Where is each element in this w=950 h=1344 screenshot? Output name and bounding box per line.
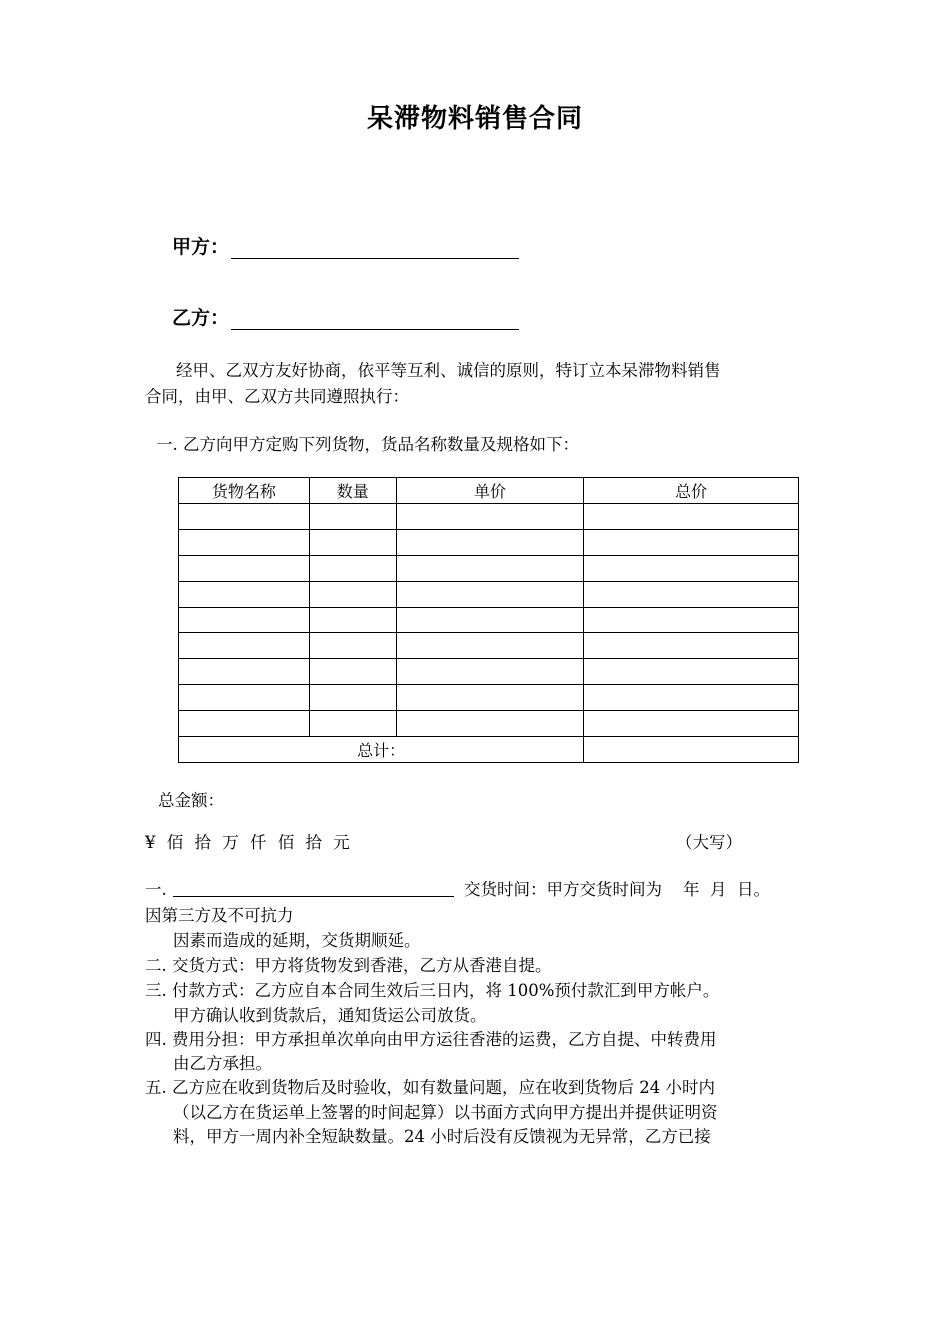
table-cell xyxy=(584,633,799,659)
party-a-field xyxy=(172,232,519,259)
clause-5-line-2: （以乙方在货运单上签署的时间起算）以书面方式向甲方提出并提供证明资 xyxy=(173,1103,718,1122)
header-quantity: 数量 xyxy=(309,478,396,504)
table-cell xyxy=(584,607,799,633)
table-cell xyxy=(396,529,584,555)
table-cell xyxy=(309,607,396,633)
table-cell xyxy=(396,685,584,711)
intro-line-1: 经甲、乙双方友好协商，依平等互利、诚信的原则，特订立本呆滞物料销售 xyxy=(176,361,721,380)
header-total-price: 总价 xyxy=(584,478,799,504)
table-cell xyxy=(584,529,799,555)
table-cell xyxy=(179,555,310,581)
table-cell xyxy=(396,633,584,659)
table-cell xyxy=(179,659,310,685)
table-cell xyxy=(309,529,396,555)
table-row xyxy=(179,529,799,555)
header-unit-price: 单价 xyxy=(396,478,584,504)
table-total-row xyxy=(179,737,799,763)
clause-3-line-2: 甲方确认收到货款后，通知货运公司放货。 xyxy=(173,1006,487,1025)
delivery-prefix: 一. xyxy=(145,880,167,899)
intro-line-2: 合同，由甲、乙双方共同遵照执行： xyxy=(145,387,409,406)
table-cell xyxy=(309,685,396,711)
party-b-field xyxy=(172,303,519,330)
party-a-label: 甲方： xyxy=(172,236,230,258)
clause-4-line-1: 四. 费用分担：甲方承担单次单向由甲方运往香港的运费，乙方自提、中转费用 xyxy=(145,1030,717,1049)
table-cell xyxy=(396,503,584,529)
table-cell xyxy=(584,555,799,581)
delivery-blank-line xyxy=(173,896,454,897)
force-majeure-line-2: 因素而造成的延期，交货期顺延。 xyxy=(173,931,421,950)
table-row xyxy=(179,607,799,633)
goods-table xyxy=(178,477,799,763)
clause-5-line-1: 五. 乙方应在收到货物后及时验收，如有数量问题，应在收到货物后 24 小时内 xyxy=(145,1078,715,1097)
clause-2: 二. 交货方式：甲方将货物发到香港，乙方从香港自提。 xyxy=(145,956,552,975)
table-cell xyxy=(179,685,310,711)
table-cell xyxy=(309,581,396,607)
table-cell xyxy=(396,555,584,581)
table-cell xyxy=(179,633,310,659)
table-cell xyxy=(584,503,799,529)
force-majeure-line-1: 因第三方及不可抗力 xyxy=(145,906,294,925)
table-row xyxy=(179,555,799,581)
party-a-blank-line xyxy=(231,240,519,259)
delivery-time-text: 交货时间：甲方交货时间为 年 月 日。 xyxy=(464,880,770,899)
table-cell xyxy=(309,555,396,581)
table-row xyxy=(179,711,799,737)
page-title: 呆滞物料销售合同 xyxy=(366,104,583,134)
total-label: 总计： xyxy=(179,737,584,763)
table-cell xyxy=(396,581,584,607)
table-cell xyxy=(584,581,799,607)
table-cell xyxy=(179,711,310,737)
table-cell xyxy=(179,529,310,555)
party-b-blank-line xyxy=(231,311,519,330)
table-cell xyxy=(179,581,310,607)
total-amount-label: 总金额： xyxy=(158,791,224,810)
clause-3-line-1: 三. 付款方式：乙方应自本合同生效后三日内，将 100%预付款汇到甲方帐户。 xyxy=(145,981,720,1000)
table-row xyxy=(179,659,799,685)
table-cell xyxy=(309,659,396,685)
table-cell xyxy=(396,659,584,685)
currency-units-line: ¥ 佰 拾 万 仟 佰 拾 元 xyxy=(145,833,350,852)
clause-4-line-2: 由乙方承担。 xyxy=(173,1054,272,1073)
table-row xyxy=(179,581,799,607)
table-cell xyxy=(179,607,310,633)
table-cell xyxy=(309,633,396,659)
table-header-row xyxy=(179,478,799,504)
total-value-cell xyxy=(584,737,799,763)
table-row xyxy=(179,685,799,711)
table-cell xyxy=(309,503,396,529)
table-cell xyxy=(584,659,799,685)
table-cell xyxy=(396,711,584,737)
header-goods-name: 货物名称 xyxy=(179,478,310,504)
party-b-label: 乙方： xyxy=(172,307,230,329)
clause-5-line-3: 料，甲方一周内补全短缺数量。24 小时后没有反馈视为无异常，乙方已接 xyxy=(173,1127,711,1146)
table-row xyxy=(179,503,799,529)
table-cell xyxy=(584,711,799,737)
table-cell xyxy=(584,685,799,711)
table-row xyxy=(179,633,799,659)
table-cell xyxy=(396,607,584,633)
table-cell xyxy=(309,711,396,737)
clause-1-heading: 一. 乙方向甲方定购下列货物，货品名称数量及规格如下： xyxy=(156,435,579,454)
daxie-label: （大写） xyxy=(676,833,742,852)
table-cell xyxy=(179,503,310,529)
